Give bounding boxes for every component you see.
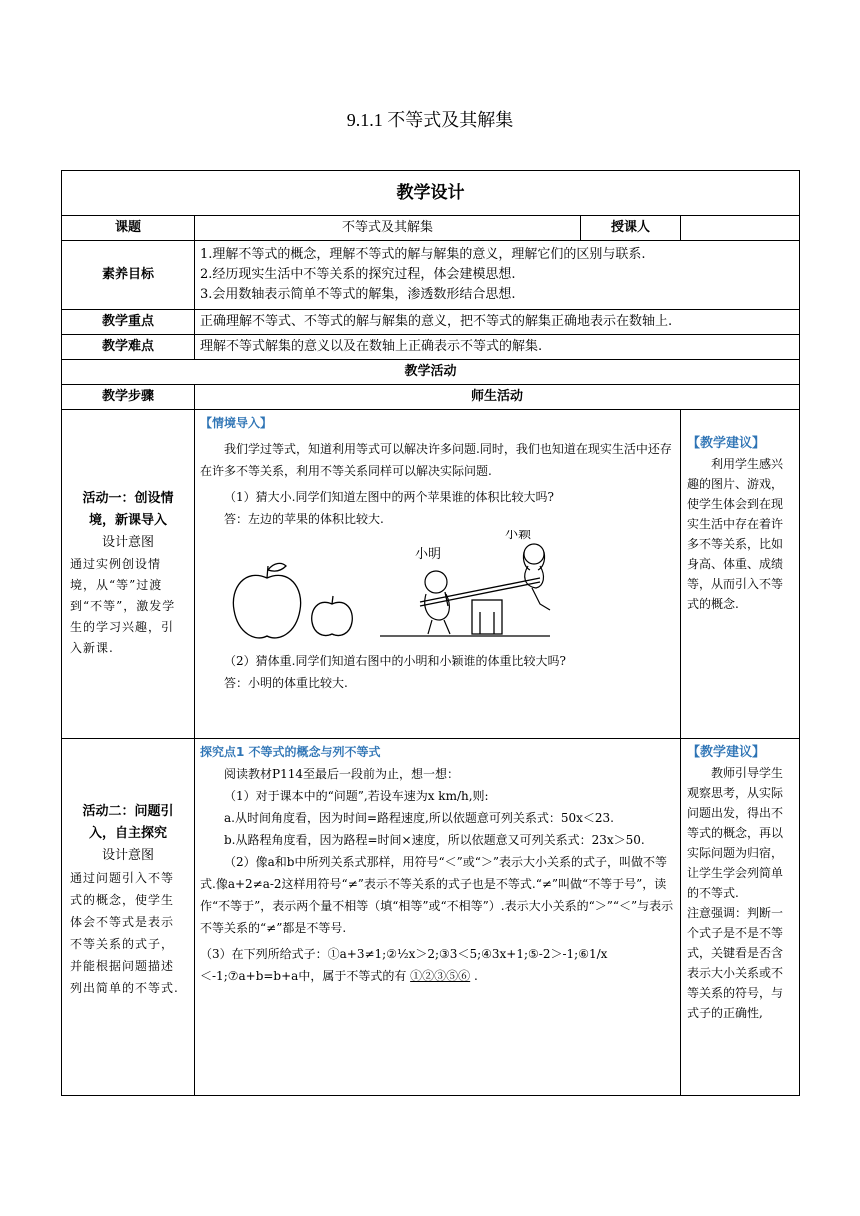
activity1-note (681, 410, 800, 739)
label-xiaoying: 小颖 (505, 530, 532, 542)
activity2-title: 活动二：问题引 入，自主探究 (82, 804, 174, 841)
course-label: 课题 (62, 216, 195, 241)
activity1-a2: 答：小明的体重比较大. (224, 676, 348, 690)
activity1-intro: 我们学过等式，知道利用等式可以解决许多问题.同时，我们也知道在现实生活中还存在许多不等关系，利用不等关系同样可以解决实际问题. (200, 442, 672, 478)
activity2-p6-pre: （3）在下列所给式子：①a+3≠1;②½x＞2;③3＜5;④3x+1;⑤-2＞-1;⑥1/x＜-1;⑦a+b=b+a中，属于不等式的有 (200, 947, 608, 983)
apples-seesaw-illustration (200, 530, 670, 650)
table-header: 教学设计 (62, 171, 800, 216)
activity2-content (195, 739, 681, 1096)
activity2-p5: （2）像a和b中所列关系式那样，用符号“＜”或“＞”表示大小关系的式子，叫做不等式.像a+2≠a-2这样用符号“≠”表示不等关系的式子也是不等式.“≠”叫做“不等于号”，读作“不等于”，表示两个量不相等（填“相等”或“不相等”）.表示大小关系的“＞”“＜”与表示不等关系的“≠”都是不等号. (200, 855, 674, 935)
activity1-side (62, 410, 195, 739)
activity2-intent-text: 通过问题引入不等式的概念，使学生体会不等式是表示不等关系的式子，并能根据问题描述列出简单的不等式. (70, 871, 179, 995)
activity1-section-head: 【情境导入】 (200, 416, 273, 430)
course-value: 不等式及其解集 (195, 216, 581, 241)
girl-figure-icon (523, 544, 550, 610)
activity2-section-head: 探究点1 不等式的概念与列不等式 (200, 745, 381, 759)
activity1-a1: 答：左边的苹果的体积比较大. (224, 512, 384, 526)
small-apple-icon (312, 596, 353, 636)
activity1-illustration (200, 530, 675, 650)
activity2-note (681, 739, 800, 1096)
activity2-note-text2: 注意强调：判断一个式子是不是不等式，关键看是否含表示大小关系或不等关系的符号，与式子的正确性, (687, 906, 784, 1020)
activity1-q2: （2）猜体重.同学们知道右图中的小明和小颖谁的体重比较大吗? (224, 654, 566, 668)
teacher-label: 授课人 (581, 216, 681, 241)
lesson-plan-table (61, 170, 800, 1096)
activity2-p1: 阅读教材P114至最后一段前为止，想一想： (224, 767, 459, 781)
label-xiaoming: 小明 (415, 547, 442, 562)
difficulty-label: 教学难点 (62, 335, 195, 360)
activity1-q1: （1）猜大小.同学们知道左图中的两个苹果谁的体积比较大吗? (224, 490, 554, 504)
activity2-side (62, 739, 195, 1096)
activity2-note-head: 【教学建议】 (687, 745, 766, 760)
activity1-title: 活动一：创设情 境，新课导入 (82, 491, 174, 528)
goal-item: 1.理解不等式的概念，理解不等式的解与解集的意义，理解它们的区别与联系. (200, 247, 646, 262)
page-title: 9.1.1 不等式及其解集 (346, 110, 514, 130)
activity1-intent-label: 设计意图 (101, 535, 154, 550)
goal-item: 2.经历现实生活中不等关系的探究过程，体会建模思想. (200, 267, 516, 282)
activity2-p2: （1）对于课本中的“问题”,若设车速为x km/h,则: (224, 789, 489, 803)
activities-header: 教学活动 (62, 360, 800, 385)
teacher-student-label: 师生活动 (195, 385, 800, 410)
difficulty-value: 理解不等式解集的意义以及在数轴上正确表示不等式的解集. (195, 335, 800, 360)
activity1-content (195, 410, 681, 739)
goals-label: 素养目标 (62, 241, 195, 310)
activity2-p6-answer: ①②③⑤⑥ (410, 969, 471, 983)
activity2-intent-label: 设计意图 (101, 848, 154, 863)
activity1-intent-text: 通过实例创设情境，从“等”过渡到“不等”，激发学生的学习兴趣，引入新课. (70, 557, 176, 655)
activity2-p6-post: . (474, 969, 478, 983)
seesaw-icon (380, 578, 550, 636)
key-label: 教学重点 (62, 310, 195, 335)
activity1-note-text: 利用学生感兴趣的图片、游戏，使学生体会到在现实生活中存在着许多不等关系，比如身高、体重、成绩等，从而引入不等式的概念. (687, 457, 784, 611)
steps-label: 教学步骤 (62, 385, 195, 410)
teacher-value (681, 216, 800, 241)
activity1-note-head: 【教学建议】 (687, 436, 766, 451)
activity2-note-text: 教师引导学生观察思考，从实际问题出发，得出不等式的概念，再以实际问题为归宿，让学生学会列简单的不等式. (687, 766, 784, 900)
goals-cell (195, 241, 800, 310)
activity2-p4: b.从路程角度看，因为路程=时间×速度，所以依题意又可列关系式：23x＞50. (224, 833, 645, 847)
activity2-p3: a.从时间角度看，因为时间=路程速度,所以依题意可列关系式：50x＜23. (224, 811, 614, 825)
goal-item: 3.会用数轴表示简单不等式的解集，渗透数形结合思想. (200, 287, 516, 302)
key-value: 正确理解不等式、不等式的解与解集的意义，把不等式的解集正确地表示在数轴上. (195, 310, 800, 335)
big-apple-icon (233, 563, 300, 638)
activity2-p6 (200, 943, 675, 987)
